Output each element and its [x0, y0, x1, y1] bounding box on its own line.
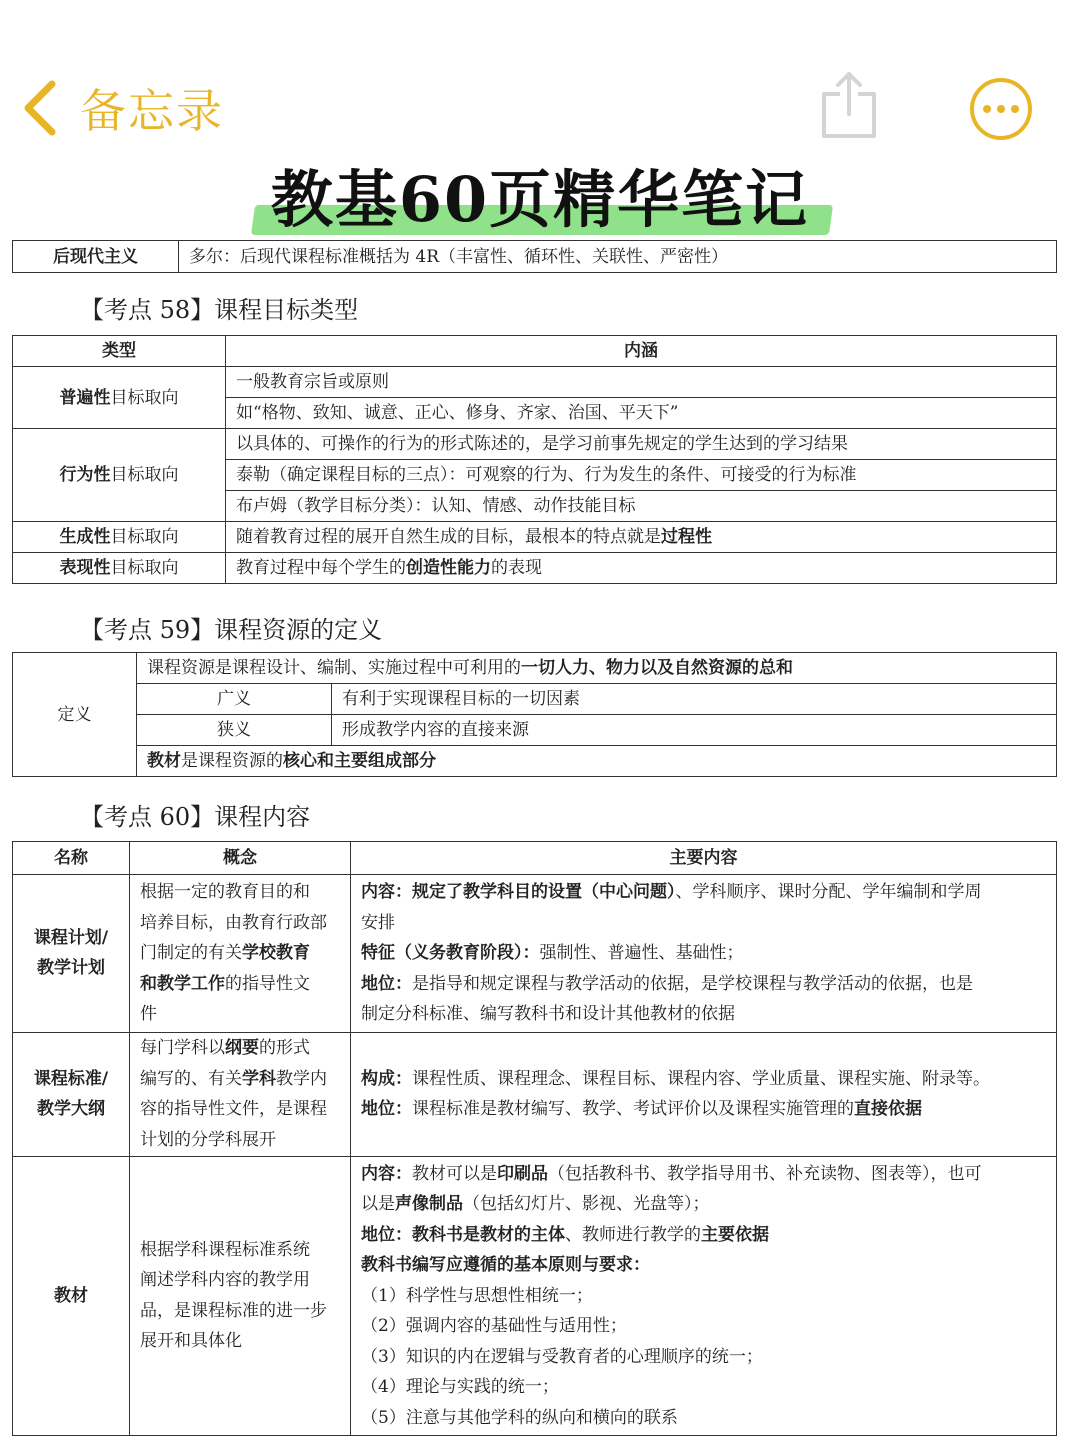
table-row — [13, 367, 1057, 398]
main-content-cell: 内容：教材可以是印刷品（包括教科书、教学指导用书、补充读物、图表等），也可 以是声像制品（包括幻灯片、影视、光盘等）； 地位：教科书是教材的主体、教师进行教学的主要依据 教科书编写应遵循的基本原则与要求： （1）科学性与思想性相统一； （2）强调内容的基础性与适用性； （3）知识的内在逻辑与受教育者的心理顺序的统一； （4）理论与实践的统一； （5）注意与其他学科的纵向和横向的联系 — [351, 1156, 1057, 1436]
title-wrap — [0, 150, 1080, 239]
chevron-left-icon — [20, 80, 58, 136]
table-cell: 如“格物、致知、诚意、正心、修身、齐家、治国、平天下” — [226, 398, 1057, 429]
concept-cell: 每门学科以纲要的形式 编写的、有关学科教学内 容的指导性文件，是课程 计划的分学科展开 — [130, 1032, 351, 1156]
column-header-content: 内涵 — [226, 336, 1057, 367]
table-cell: 随着教育过程的展开自然生成的目标，最根本的特点就是过程性 — [226, 522, 1057, 553]
table-row — [13, 875, 1057, 1033]
table-cell: 布卢姆（教学目标分类）：认知、情感、动作技能目标 — [226, 491, 1057, 522]
column-header-concept: 概念 — [130, 842, 351, 875]
row-name: 普遍性目标取向 — [13, 367, 226, 429]
resource-definition-table — [12, 652, 1057, 777]
course-content-table — [12, 841, 1057, 1436]
back-label: 备忘录 — [80, 84, 224, 138]
goal-types-table — [12, 335, 1057, 584]
narrow-label: 狭义 — [137, 715, 332, 746]
table-row — [13, 715, 1057, 746]
section-59-heading: 【考点 59】课程资源的定义 — [80, 616, 383, 644]
column-header-main: 主要内容 — [351, 842, 1057, 875]
main-content-cell: 构成：课程性质、课程理念、课程目标、课程内容、学业质量、课程实施、附录等。 地位：课程标准是教材编写、教学、考试评价以及课程实施管理的直接依据 — [351, 1032, 1057, 1156]
postmodern-table — [12, 240, 1057, 273]
table-cell: 泰勒（确定课程目标的三点）：可观察的行为、行为发生的条件、可接受的行为标准 — [226, 460, 1057, 491]
table-row — [13, 684, 1057, 715]
main-content-cell: 内容：规定了教学科目的设置（中心问题）、学科顺序、课时分配、学年编制和学周 安排 特征（义务教育阶段）：强制性、普遍性、基础性； 地位：是指导和规定课程与教学活动的依据，是学校课程与教学活动的依据，也是 制定分科标准、编写教科书和设计其他教材的依据 — [351, 875, 1057, 1033]
table-cell: 教材是课程资源的核心和主要组成部分 — [137, 746, 1057, 777]
table-row — [13, 1032, 1057, 1156]
table-cell: 课程资源是课程设计、编制、实施过程中可利用的一切人力、物力以及自然资源的总和 — [137, 653, 1057, 684]
share-icon[interactable] — [818, 70, 880, 142]
page-title: 教基60页精华笔记 — [259, 150, 821, 239]
column-header-type: 类型 — [13, 336, 226, 367]
column-header-name: 名称 — [13, 842, 130, 875]
table-header-row — [13, 842, 1057, 875]
narrow-text: 形成教学内容的直接来源 — [332, 715, 1057, 746]
table-row — [13, 429, 1057, 460]
broad-text: 有利于实现课程目标的一切因素 — [332, 684, 1057, 715]
row-name: 课程标准/ 教学大纲 — [13, 1032, 130, 1156]
section-60-heading: 【考点 60】课程内容 — [80, 803, 311, 831]
table-cell: 教育过程中每个学生的创造性能力的表现 — [226, 553, 1057, 584]
table-row — [13, 241, 1057, 273]
table-header-row — [13, 336, 1057, 367]
table-cell: 以具体的、可操作的行为的形式陈述的，是学习前事先规定的学生达到的学习结果 — [226, 429, 1057, 460]
concept-cell: 根据学科课程标准系统 阐述学科内容的教学用 品，是课程标准的进一步 展开和具体化 — [130, 1156, 351, 1436]
nav-bar — [0, 60, 1080, 160]
row-name: 教材 — [13, 1156, 130, 1436]
row-name: 行为性目标取向 — [13, 429, 226, 522]
back-button[interactable] — [20, 78, 224, 138]
definition-label: 定义 — [13, 653, 137, 777]
table-row — [13, 522, 1057, 553]
table-row — [13, 553, 1057, 584]
row-name: 表现性目标取向 — [13, 553, 226, 584]
section-58-heading: 【考点 58】课程目标类型 — [80, 296, 359, 324]
table-row — [13, 653, 1057, 684]
row-name: 课程计划/ 教学计划 — [13, 875, 130, 1033]
concept-cell: 根据一定的教育目的和 培养目标，由教育行政部 门制定的有关学校教育 和教学工作的指导性文 件 — [130, 875, 351, 1033]
row-name: 生成性目标取向 — [13, 522, 226, 553]
table-row — [13, 1156, 1057, 1436]
broad-label: 广义 — [137, 684, 332, 715]
more-icon[interactable] — [970, 78, 1032, 140]
postmodern-label: 后现代主义 — [13, 241, 179, 273]
postmodern-text: 多尔：后现代课程标准概括为 4R（丰富性、循环性、关联性、严密性） — [179, 241, 1057, 273]
table-row — [13, 746, 1057, 777]
table-cell: 一般教育宗旨或原则 — [226, 367, 1057, 398]
